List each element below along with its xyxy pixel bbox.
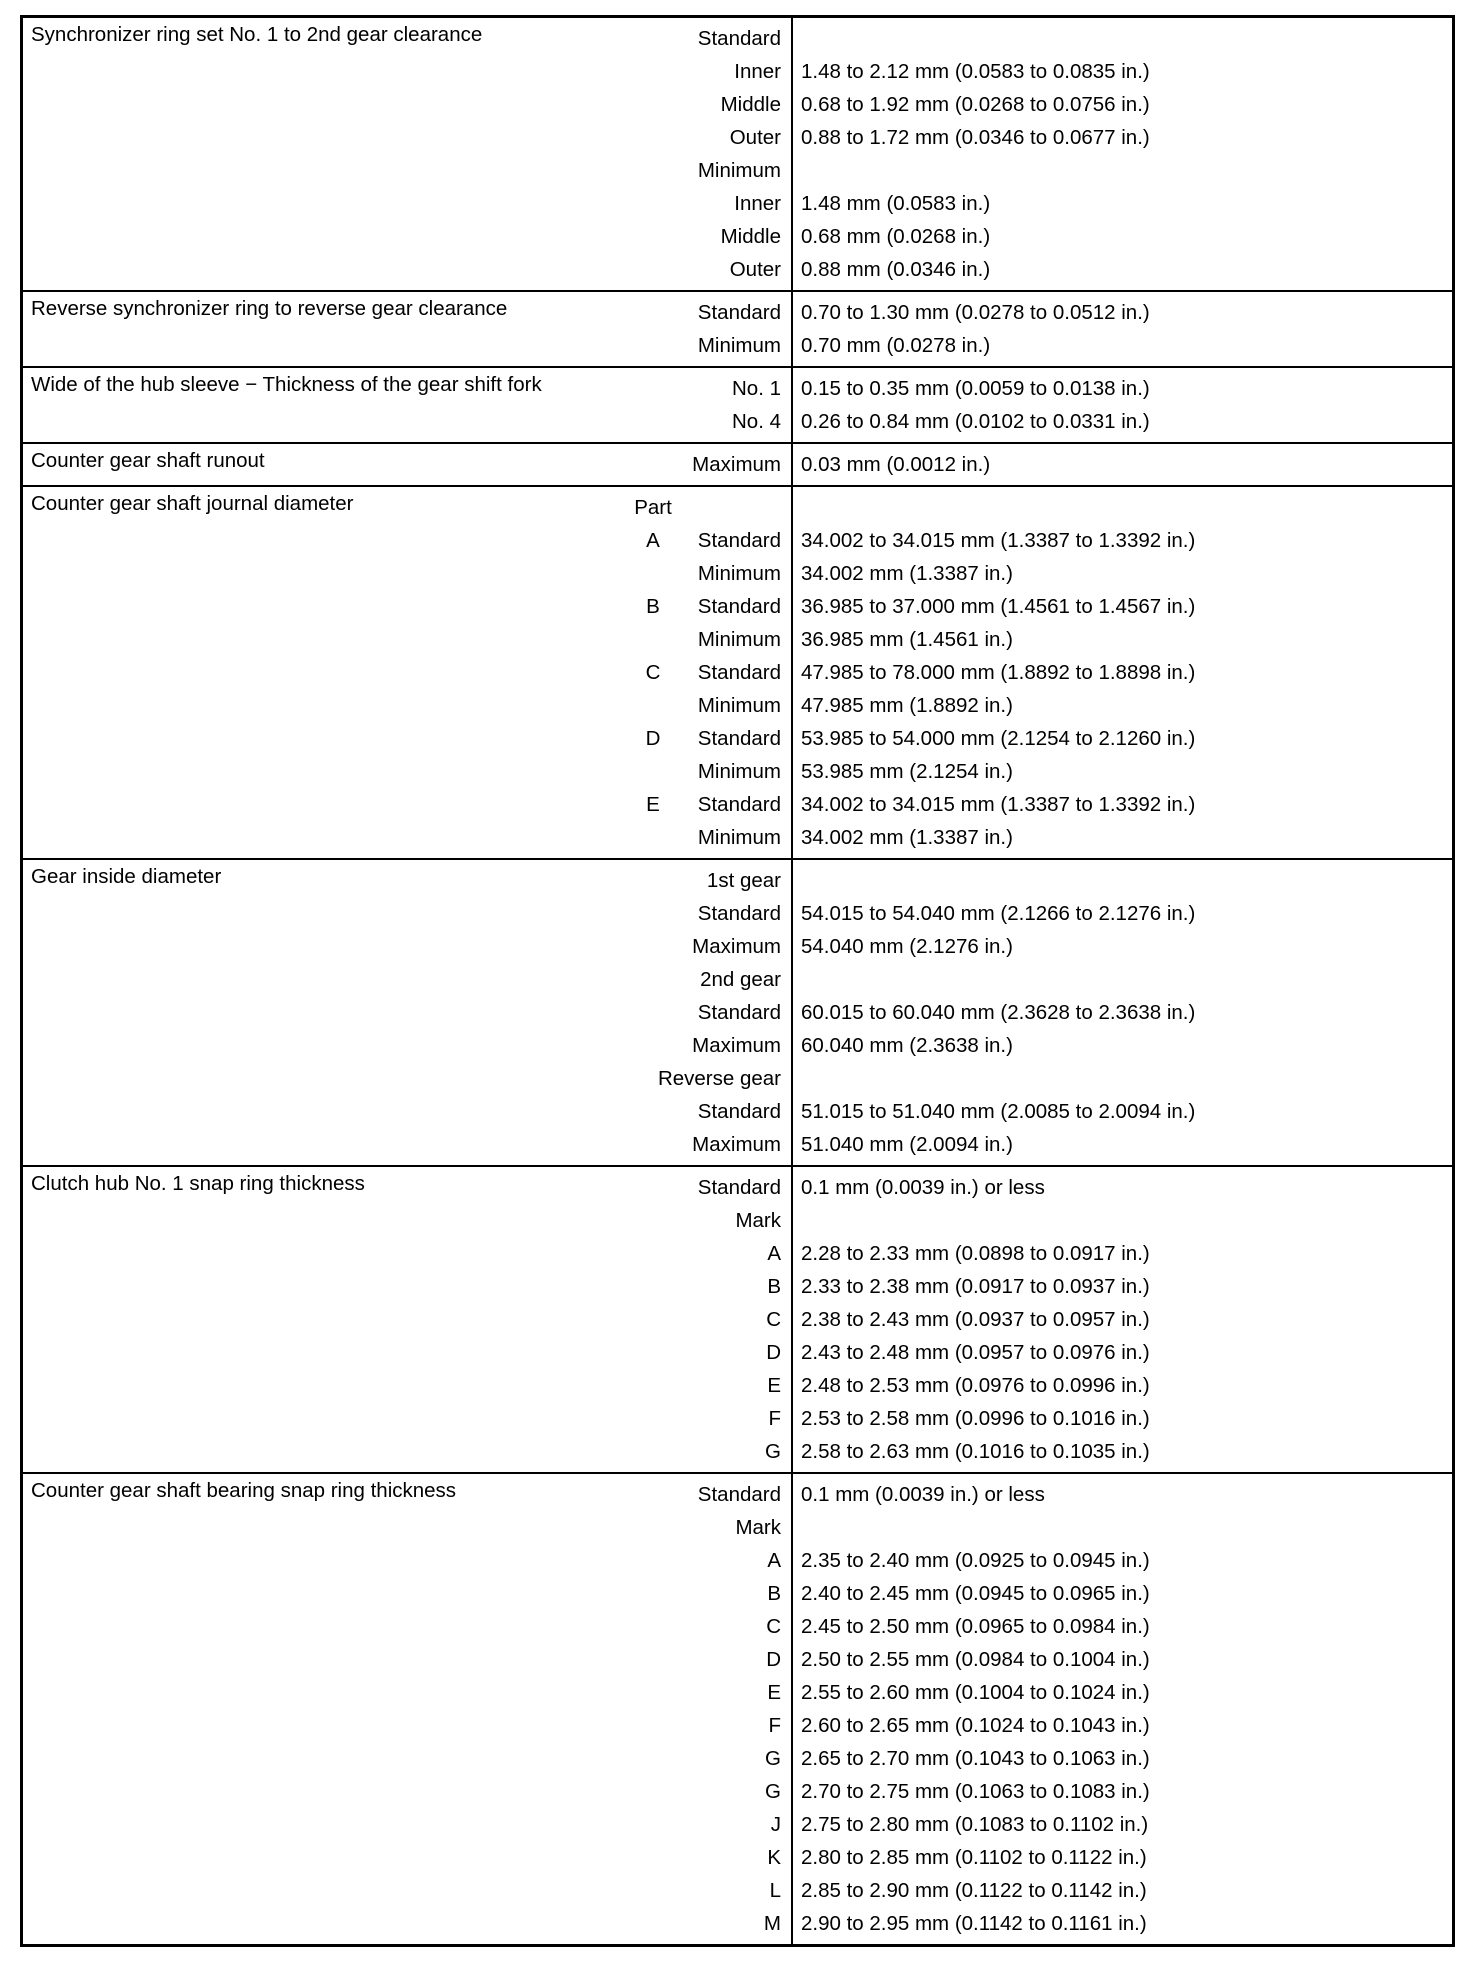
spec-condition-label: Standard: [697, 793, 781, 816]
spec-condition-label: 1st gear: [706, 869, 781, 892]
spec-label-cell: [23, 1167, 793, 1472]
spec-condition-label: Reverse gear: [657, 1067, 781, 1090]
spec-value: 53.985 to 54.000 mm (2.1254 to 2.1260 in.): [801, 727, 1196, 750]
spec-value: [793, 1204, 1452, 1237]
spec-condition-label: Inner: [734, 192, 781, 215]
spec-value: 2.85 to 2.90 mm (0.1122 to 0.1142 in.): [801, 1879, 1147, 1902]
spec-condition-label: Maximum: [692, 453, 781, 476]
part-label: B: [646, 595, 660, 618]
spec-condition-label: 2nd gear: [700, 968, 781, 991]
spec-label-line: [23, 1303, 791, 1336]
spec-condition-label: No. 1: [732, 377, 781, 400]
spec-label-line: [23, 1369, 791, 1402]
spec-condition-label: Minimum: [697, 334, 781, 357]
spec-condition-label: C: [766, 1615, 781, 1638]
spec-label-line: [23, 930, 791, 963]
spec-condition-label: Outer: [729, 126, 781, 149]
spec-value: 2.28 to 2.33 mm (0.0898 to 0.0917 in.): [801, 1242, 1150, 1265]
spec-value: 0.26 to 0.84 mm (0.0102 to 0.0331 in.): [801, 410, 1150, 433]
spec-condition-label: D: [766, 1648, 781, 1671]
spec-label-cell: [23, 292, 793, 366]
spec-value: 34.002 to 34.015 mm (1.3387 to 1.3392 in.): [801, 793, 1196, 816]
spec-label-line: [23, 22, 791, 55]
spec-title: Synchronizer ring set No. 1 to 2nd gear clearance: [31, 23, 483, 46]
spec-value: 0.15 to 0.35 mm (0.0059 to 0.0138 in.): [801, 377, 1150, 400]
spec-value-cell: [793, 444, 1452, 485]
spec-value: 36.985 mm (1.4561 in.): [801, 628, 1013, 651]
spec-label-line: [23, 788, 791, 821]
spec-title: Counter gear shaft journal diameter: [31, 492, 354, 515]
spec-label-line: [23, 1511, 791, 1544]
spec-label-line: [23, 755, 791, 788]
spec-section: [23, 368, 1452, 444]
spec-condition-label: Minimum: [697, 826, 781, 849]
spec-value: 2.53 to 2.58 mm (0.0996 to 0.1016 in.): [801, 1407, 1150, 1430]
spec-label-line: [23, 448, 791, 481]
spec-condition-label: G: [765, 1747, 781, 1770]
part-label: C: [645, 661, 661, 684]
spec-condition-label: Maximum: [692, 1133, 781, 1156]
spec-condition-label: Standard: [697, 1483, 781, 1506]
spec-label-line: [23, 524, 791, 557]
spec-condition-label: Standard: [697, 902, 781, 925]
spec-condition-label: Maximum: [692, 1034, 781, 1057]
spec-value: 0.68 to 1.92 mm (0.0268 to 0.0756 in.): [801, 93, 1150, 116]
spec-condition-label: F: [768, 1714, 781, 1737]
spec-label-line: [23, 372, 791, 405]
spec-value: 2.65 to 2.70 mm (0.1043 to 0.1063 in.): [801, 1747, 1150, 1770]
spec-value: 2.70 to 2.75 mm (0.1063 to 0.1083 in.): [801, 1780, 1150, 1803]
spec-condition-label: Standard: [697, 1176, 781, 1199]
spec-condition-label: A: [767, 1549, 781, 1572]
spec-label-line: [23, 296, 791, 329]
spec-condition-label: Minimum: [697, 760, 781, 783]
spec-condition-label: No. 4: [732, 410, 781, 433]
spec-value-cell: [793, 18, 1452, 290]
spec-value: 47.985 to 78.000 mm (1.8892 to 1.8898 in.): [801, 661, 1196, 684]
spec-value: 60.015 to 60.040 mm (2.3628 to 2.3638 in.): [801, 1001, 1196, 1024]
spec-value: 2.40 to 2.45 mm (0.0945 to 0.0965 in.): [801, 1582, 1150, 1605]
spec-label-line: [23, 590, 791, 623]
spec-label-cell: [23, 1474, 793, 1944]
spec-value: [793, 491, 1452, 524]
spec-condition-label: Maximum: [692, 935, 781, 958]
part-label: A: [646, 529, 660, 552]
spec-value: 2.38 to 2.43 mm (0.0937 to 0.0957 in.): [801, 1308, 1150, 1331]
spec-value: [793, 22, 1452, 55]
spec-label-line: [23, 121, 791, 154]
spec-label-cell: [23, 487, 793, 858]
spec-value: [793, 963, 1452, 996]
spec-label-line: [23, 1907, 791, 1940]
spec-value-cell: [793, 1167, 1452, 1472]
spec-condition-label: Standard: [697, 301, 781, 324]
spec-label-line: [23, 1336, 791, 1369]
spec-label-line: [23, 1643, 791, 1676]
spec-section: [23, 444, 1452, 487]
spec-label-line: [23, 1808, 791, 1841]
spec-label-line: [23, 1029, 791, 1062]
spec-label-line: [23, 1204, 791, 1237]
spec-value: 2.60 to 2.65 mm (0.1024 to 0.1043 in.): [801, 1714, 1150, 1737]
spec-label-line: [23, 187, 791, 220]
spec-section: [23, 292, 1452, 368]
spec-section: [23, 1474, 1452, 1944]
spec-value: 0.68 mm (0.0268 in.): [801, 225, 991, 248]
spec-label-line: [23, 897, 791, 930]
spec-section: [23, 860, 1452, 1167]
spec-condition-label: Minimum: [697, 562, 781, 585]
spec-condition-label: Minimum: [697, 694, 781, 717]
spec-value: 34.002 to 34.015 mm (1.3387 to 1.3392 in.): [801, 529, 1196, 552]
spec-label-line: [23, 557, 791, 590]
spec-label-line: [23, 689, 791, 722]
spec-condition-label: B: [767, 1582, 781, 1605]
spec-value: 2.90 to 2.95 mm (0.1142 to 0.1161 in.): [801, 1912, 1147, 1935]
spec-value: 53.985 mm (2.1254 in.): [801, 760, 1013, 783]
spec-label-line: [23, 329, 791, 362]
spec-value: 2.35 to 2.40 mm (0.0925 to 0.0945 in.): [801, 1549, 1150, 1572]
spec-label-line: [23, 1874, 791, 1907]
spec-value-cell: [793, 860, 1452, 1165]
spec-label-line: [23, 1237, 791, 1270]
spec-label-line: [23, 1841, 791, 1874]
spec-value: 51.040 mm (2.0094 in.): [801, 1133, 1013, 1156]
part-label: Part: [634, 496, 672, 519]
spec-value: 2.80 to 2.85 mm (0.1102 to 0.1122 in.): [801, 1846, 1147, 1869]
spec-label-line: [23, 1577, 791, 1610]
spec-title: Gear inside diameter: [31, 865, 222, 888]
spec-label-line: [23, 1171, 791, 1204]
spec-condition-label: Minimum: [697, 159, 781, 182]
spec-condition-label: A: [767, 1242, 781, 1265]
spec-label-line: [23, 821, 791, 854]
spec-condition-label: Standard: [697, 27, 781, 50]
spec-condition-label: G: [765, 1440, 781, 1463]
spec-label-line: [23, 623, 791, 656]
spec-value: 34.002 mm (1.3387 in.): [801, 826, 1013, 849]
spec-value: 1.48 mm (0.0583 in.): [801, 192, 991, 215]
spec-condition-label: D: [766, 1341, 781, 1364]
spec-label-line: [23, 88, 791, 121]
spec-title: Counter gear shaft runout: [31, 449, 265, 472]
spec-label-line: [23, 1128, 791, 1161]
spec-label-line: [23, 1402, 791, 1435]
spec-condition-label: J: [770, 1813, 781, 1836]
spec-label-line: [23, 722, 791, 755]
spec-condition-label: Standard: [697, 1001, 781, 1024]
spec-value: 34.002 mm (1.3387 in.): [801, 562, 1013, 585]
spec-value: 0.70 to 1.30 mm (0.0278 to 0.0512 in.): [801, 301, 1150, 324]
spec-label-line: [23, 656, 791, 689]
spec-label-line: [23, 1742, 791, 1775]
part-label: D: [645, 727, 661, 750]
spec-value: 36.985 to 37.000 mm (1.4561 to 1.4567 in.): [801, 595, 1196, 618]
spec-label-line: [23, 963, 791, 996]
spec-label-line: [23, 491, 791, 524]
spec-condition-label: Middle: [720, 225, 781, 248]
spec-section: [23, 1167, 1452, 1474]
spec-label-cell: [23, 368, 793, 442]
spec-condition-label: E: [767, 1374, 781, 1397]
spec-condition-label: Minimum: [697, 628, 781, 651]
spec-label-line: [23, 1544, 791, 1577]
spec-value: 2.33 to 2.38 mm (0.0917 to 0.0937 in.): [801, 1275, 1150, 1298]
spec-label-line: [23, 220, 791, 253]
spec-value: 0.88 to 1.72 mm (0.0346 to 0.0677 in.): [801, 126, 1150, 149]
spec-value: 0.88 mm (0.0346 in.): [801, 258, 991, 281]
spec-label-line: [23, 55, 791, 88]
spec-value: 0.1 mm (0.0039 in.) or less: [801, 1483, 1045, 1506]
spec-title: Clutch hub No. 1 snap ring thickness: [31, 1172, 365, 1195]
spec-label-line: [23, 1095, 791, 1128]
spec-condition-label: Standard: [697, 1100, 781, 1123]
spec-condition-label: Middle: [720, 93, 781, 116]
spec-value-cell: [793, 368, 1452, 442]
spec-section: [23, 18, 1452, 292]
spec-label-line: [23, 996, 791, 1029]
spec-label-line: [23, 1062, 791, 1095]
spec-label-line: [23, 405, 791, 438]
spec-section: [23, 487, 1452, 860]
spec-value: 0.03 mm (0.0012 in.): [801, 453, 991, 476]
spec-label-cell: [23, 444, 793, 485]
spec-label-line: [23, 253, 791, 286]
spec-condition-label: Standard: [697, 529, 781, 552]
spec-condition-label: C: [766, 1308, 781, 1331]
spec-title: Reverse synchronizer ring to reverse gear clearance: [31, 297, 508, 320]
spec-value-cell: [793, 487, 1452, 858]
spec-value: 0.70 mm (0.0278 in.): [801, 334, 991, 357]
spec-value-cell: [793, 1474, 1452, 1944]
spec-value: 2.75 to 2.80 mm (0.1083 to 0.1102 in.): [801, 1813, 1149, 1836]
spec-value: 60.040 mm (2.3638 in.): [801, 1034, 1013, 1057]
spec-condition-label: Outer: [729, 258, 781, 281]
spec-condition-label: K: [767, 1846, 781, 1869]
spec-condition-label: Standard: [697, 727, 781, 750]
spec-condition-label: E: [767, 1681, 781, 1704]
spec-value-cell: [793, 292, 1452, 366]
spec-value: 2.55 to 2.60 mm (0.1004 to 0.1024 in.): [801, 1681, 1150, 1704]
part-label: E: [646, 793, 660, 816]
spec-label-cell: [23, 18, 793, 290]
spec-label-line: [23, 1610, 791, 1643]
spec-label-line: [23, 154, 791, 187]
spec-value: 2.45 to 2.50 mm (0.0965 to 0.0984 in.): [801, 1615, 1150, 1638]
spec-condition-label: Mark: [735, 1516, 781, 1539]
spec-condition-label: Standard: [697, 595, 781, 618]
spec-value: 2.43 to 2.48 mm (0.0957 to 0.0976 in.): [801, 1341, 1150, 1364]
spec-label-line: [23, 1478, 791, 1511]
spec-value: 1.48 to 2.12 mm (0.0583 to 0.0835 in.): [801, 60, 1150, 83]
spec-title: Counter gear shaft bearing snap ring thickness: [31, 1479, 457, 1502]
spec-condition-label: L: [769, 1879, 781, 1902]
spec-condition-label: B: [767, 1275, 781, 1298]
spec-value: 0.1 mm (0.0039 in.) or less: [801, 1176, 1045, 1199]
spec-label-line: [23, 1435, 791, 1468]
spec-value: [793, 864, 1452, 897]
spec-condition-label: Standard: [697, 661, 781, 684]
spec-table: [20, 15, 1455, 1947]
spec-condition-label: G: [765, 1780, 781, 1803]
spec-value: 54.040 mm (2.1276 in.): [801, 935, 1013, 958]
spec-value: 54.015 to 54.040 mm (2.1266 to 2.1276 in.): [801, 902, 1196, 925]
spec-label-line: [23, 864, 791, 897]
spec-value: 2.58 to 2.63 mm (0.1016 to 0.1035 in.): [801, 1440, 1150, 1463]
spec-title: Wide of the hub sleeve − Thickness of the gear shift fork: [31, 373, 542, 396]
spec-label-line: [23, 1270, 791, 1303]
spec-label-line: [23, 1775, 791, 1808]
spec-value: 2.50 to 2.55 mm (0.0984 to 0.1004 in.): [801, 1648, 1150, 1671]
spec-label-line: [23, 1709, 791, 1742]
spec-condition-label: F: [768, 1407, 781, 1430]
spec-condition-label: M: [763, 1912, 781, 1935]
spec-value: 47.985 mm (1.8892 in.): [801, 694, 1013, 717]
spec-condition-label: Inner: [734, 60, 781, 83]
spec-value: [793, 154, 1452, 187]
spec-condition-label: Mark: [735, 1209, 781, 1232]
spec-value: [793, 1511, 1452, 1544]
spec-value: 2.48 to 2.53 mm (0.0976 to 0.0996 in.): [801, 1374, 1150, 1397]
spec-label-line: [23, 1676, 791, 1709]
spec-value: 51.015 to 51.040 mm (2.0085 to 2.0094 in.): [801, 1100, 1196, 1123]
spec-label-cell: [23, 860, 793, 1165]
spec-value: [793, 1062, 1452, 1095]
